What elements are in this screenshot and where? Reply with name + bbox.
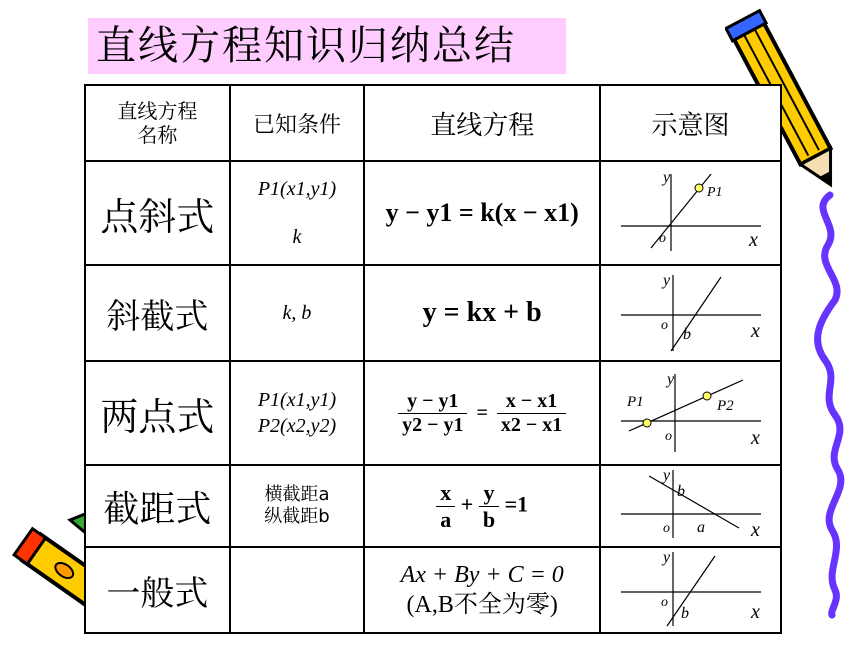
row-condition: [230, 465, 365, 547]
origin-label: o: [664, 429, 672, 444]
row-diagram: [600, 161, 781, 265]
y-intercept-label: b: [676, 483, 685, 500]
equation-line: Ax + By + C = 0: [400, 562, 564, 588]
row-condition: k, b: [230, 265, 365, 361]
condition-line: 纵截距b: [264, 506, 330, 527]
table-row: [85, 265, 781, 361]
fraction-y-over-b: $\frac{y}{b}$: [479, 480, 499, 533]
row-equation: y = kx + b: [364, 265, 600, 361]
axis-y-label: y: [666, 371, 674, 388]
row-name: 两点式: [85, 361, 230, 465]
row-equation: $\frac{y - y1}{y2 - y1}$ = $\frac{x - x1}{x2 - x1}$: [364, 361, 600, 465]
axis-y-label: y: [662, 467, 670, 484]
fraction-right: $\frac{x - x1}{x2 - x1}$: [497, 390, 566, 437]
axis-x-label: x: [748, 229, 758, 251]
origin-label: o: [660, 318, 668, 333]
page-title: 直线方程知识归纳总结: [88, 18, 566, 74]
intercept-label: b: [682, 326, 691, 343]
row-condition: [230, 361, 365, 465]
row-condition: [230, 547, 365, 633]
origin-label: o: [662, 521, 670, 536]
line-diagram: [611, 466, 771, 542]
squiggle-decoration: [790, 190, 860, 620]
row-condition: [230, 161, 365, 265]
row-diagram: [600, 265, 781, 361]
header-name: 直线方程名称: [85, 85, 230, 161]
point-label: P1: [706, 185, 723, 200]
row-diagram: [600, 465, 781, 547]
condition-line: P1(x1,y1): [257, 389, 337, 411]
point2-label: P2: [716, 398, 734, 414]
axis-x-label: x: [750, 601, 760, 623]
row-name: 点斜式: [85, 161, 230, 265]
table-row: [85, 161, 781, 265]
axis-x-label: x: [750, 320, 760, 342]
point1-label: P1: [626, 394, 644, 410]
line-diagram: [611, 166, 771, 256]
row-equation: $\frac{x}{a}$ + $\frac{y}{b}$ =1: [364, 465, 600, 547]
origin-label: o: [658, 231, 666, 246]
condition-line: P1(x1,y1): [257, 178, 337, 200]
table-row: [85, 465, 781, 547]
table-row: [85, 547, 781, 633]
line-diagram: [611, 548, 771, 628]
header-condition: 已知条件: [230, 85, 365, 161]
row-name: 斜截式: [85, 265, 230, 361]
row-equation: [364, 547, 600, 633]
fraction-left: $\frac{y - y1}{y2 - y1}$: [398, 390, 467, 437]
header-row: [85, 85, 781, 161]
axis-x-label: x: [750, 427, 760, 449]
x-intercept-label: a: [696, 519, 705, 536]
origin-label: o: [660, 595, 668, 610]
header-diagram: 示意图: [600, 85, 781, 161]
fraction-x-over-a: $\frac{x}{a}$: [436, 480, 455, 533]
condition-line: 横截距a: [264, 484, 330, 505]
axis-x-label: x: [750, 519, 760, 541]
header-equation: 直线方程: [364, 85, 600, 161]
row-name: 截距式: [85, 465, 230, 547]
row-diagram: [600, 361, 781, 465]
row-equation: y − y1 = k(x − x1): [364, 161, 600, 265]
equation-note: (A,B不全为零): [406, 592, 558, 618]
intercept-label: b: [680, 605, 689, 622]
table-row: [85, 361, 781, 465]
row-diagram: [600, 547, 781, 633]
condition-line: k: [292, 226, 302, 248]
condition-line: P2(x2,y2): [257, 415, 337, 437]
summary-table: [84, 84, 782, 634]
axis-y-label: y: [662, 549, 670, 566]
line-diagram: [611, 267, 771, 355]
axis-y-label: y: [662, 169, 670, 186]
row-name: 一般式: [85, 547, 230, 633]
axis-y-label: y: [662, 272, 670, 289]
line-diagram: [611, 366, 771, 456]
